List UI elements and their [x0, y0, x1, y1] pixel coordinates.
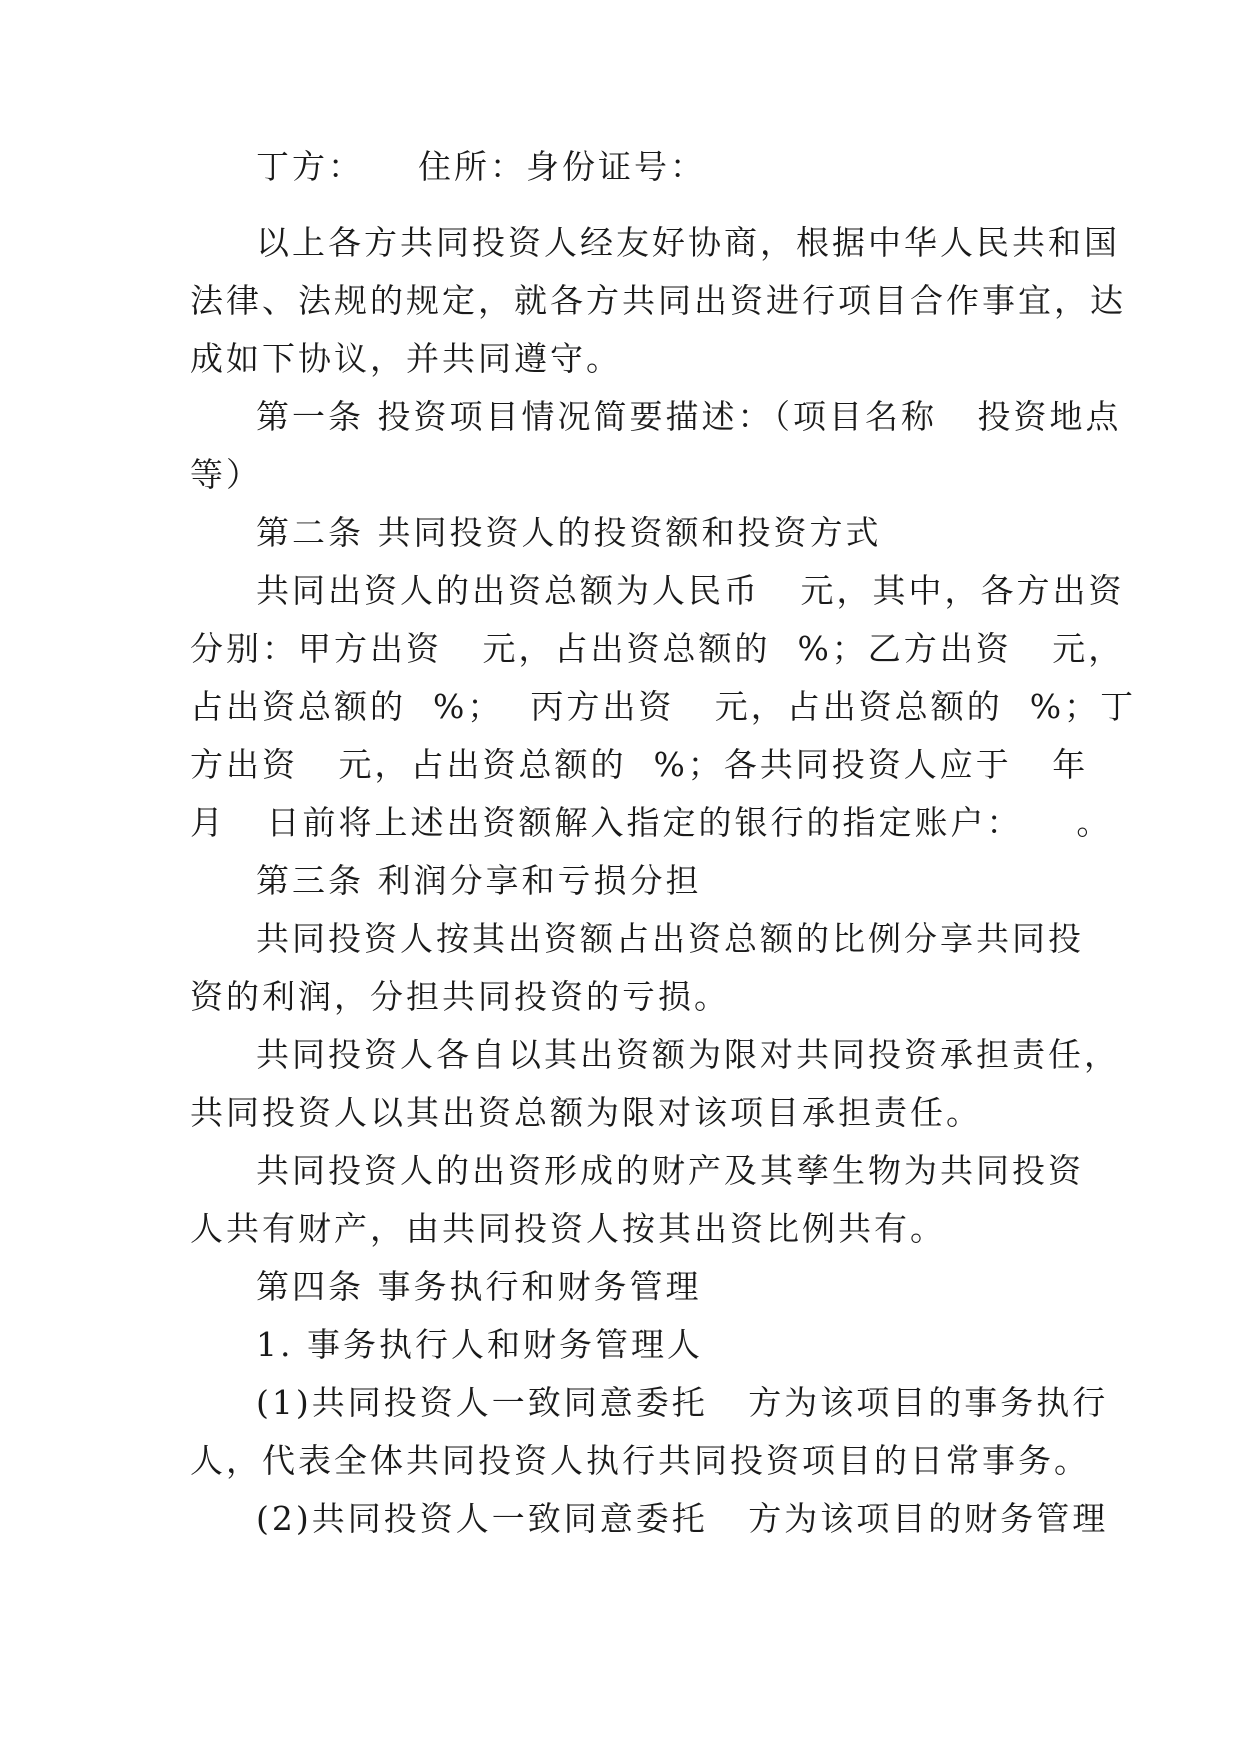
text-line: 共同投资人各自以其出资额为限对共同投资承担责任， [256, 1035, 1120, 1074]
text-line: 人，代表全体共同投资人执行共同投资项目的日常事务。 [190, 1441, 1090, 1480]
text-line: 分别：甲方出资 元，占出资总额的 %；乙方出资 元， [190, 629, 1125, 668]
text-line: (1)共同投资人一致同意委托 方为该项目的事务执行 [256, 1383, 1109, 1422]
text-line: 共同投资人以其出资总额为限对该项目承担责任。 [190, 1093, 982, 1132]
text-line: 共同投资人按其出资额占出资总额的比例分享共同投 [256, 919, 1084, 958]
text-line: 共同投资人的出资形成的财产及其孳生物为共同投资 [256, 1151, 1084, 1190]
text-line: 第一条 投资项目情况简要描述：（项目名称 投资地点 [256, 397, 1122, 436]
text-line: 丁方： 住所：身份证号： [256, 147, 706, 186]
text-line: 法律、法规的规定，就各方共同出资进行项目合作事宜，达 [190, 281, 1126, 320]
text-line: (2)共同投资人一致同意委托 方为该项目的财务管理 [256, 1499, 1109, 1538]
text-line: 占出资总额的 %； 丙方出资 元，占出资总额的 %；丁 [190, 687, 1137, 726]
text-line: 1. 事务执行人和财务管理人 [256, 1325, 703, 1364]
text-line: 以上各方共同投资人经友好协商，根据中华人民共和国 [256, 223, 1120, 262]
text-line: 资的利润，分担共同投资的亏损。 [190, 977, 730, 1016]
text-line: 人共有财产，由共同投资人按其出资比例共有。 [190, 1209, 946, 1248]
text-line: 成如下协议，并共同遵守。 [190, 339, 622, 378]
text-line: 月 日前将上述出资额解入指定的银行的指定账户： 。 [190, 803, 1113, 842]
text-line: 第三条 利润分享和亏损分担 [256, 861, 702, 900]
text-line: 第二条 共同投资人的投资额和投资方式 [256, 513, 882, 552]
text-line: 共同出资人的出资总额为人民币 元，其中，各方出资 [256, 571, 1125, 610]
text-line: 方出资 元，占出资总额的 %；各共同投资人应于 年 [190, 745, 1089, 784]
text-line: 第四条 事务执行和财务管理 [256, 1267, 702, 1306]
text-line: 等） [190, 455, 262, 494]
